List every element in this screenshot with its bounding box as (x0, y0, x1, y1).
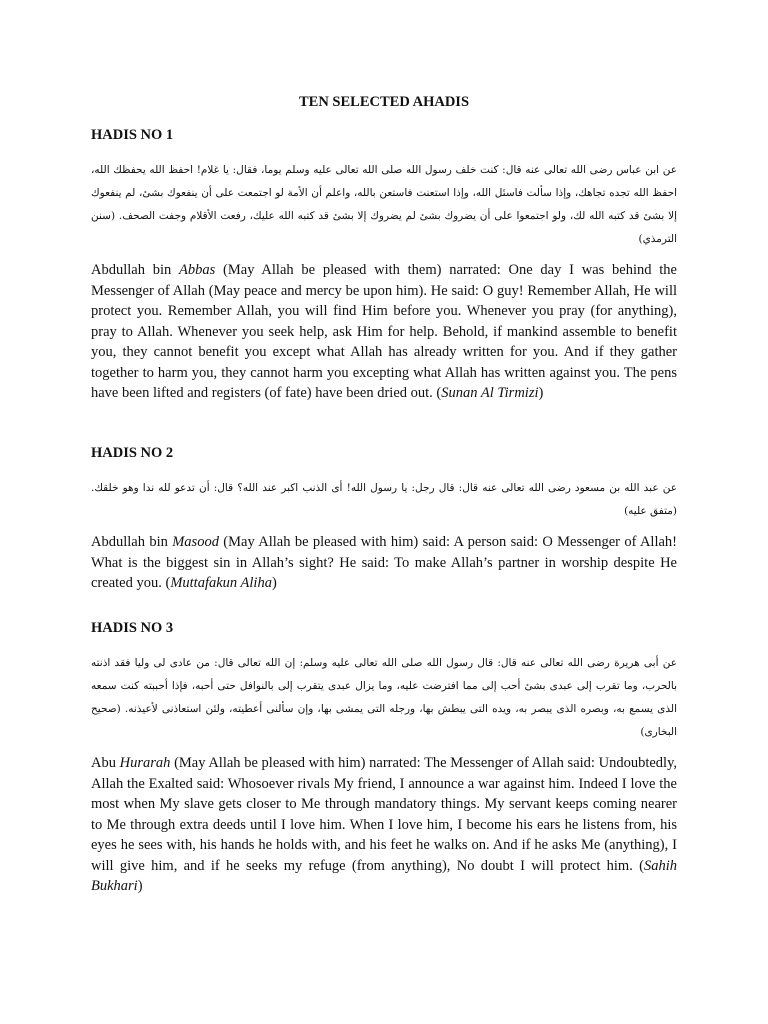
text-run: Abdullah bin (91, 262, 180, 278)
hadis-heading: HADIS NO 3 (91, 620, 174, 636)
hadis-english-text (91, 532, 677, 594)
text-run: Abdullah bin (91, 534, 173, 550)
hadis-arabic-text: عن أبى هريرة رضى الله تعالى عنه قال: قال رسول الله صلى الله تعالى عليه وسلم: إن الله تعالى قال: من عادى لى وليا فقد اذنته بالحرب، وما تقرب إلى عبدى بشئ أحب إلى مما افترضت عليه، وما يزال عبدى يتقرب إلى بالنوافل حتى أحبه، فإذا أحببته كنت سمعه الذى يسمع به، وبصره الذى يبصر به، ويده التى يبطش بها، ورجله التى يمشى بها، وإن سألنى أعطيته، ولئن استعاذنى لأعيذنه. (صحيح البخارى) (91, 657, 677, 738)
text-run: ) (137, 878, 143, 894)
hadis-english-text (91, 753, 677, 897)
hadis-english-text (91, 260, 677, 404)
hadis-section-1 (91, 126, 677, 404)
italic-text-run: Abbas (179, 262, 216, 278)
text-run: (May Allah be pleased with him) narrated: The Messenger of Allah said: Undoubtedly, Allah the Exalted said: Whosoever rivals My friend, I announce a war against him. Indeed I love the most when My slave gets closer to Me through mandatory things. My servant keeps coming nearer to Me through extra deeds until I love him. When I love him, I become his ears he listens from, his eyes he sees with, his hands he holds with, and his feet he walks on. And if he asks Me (anything), I will give him, and if he seeks my refuge (from anything), No doubt I will protect him. ( (91, 755, 677, 874)
text-run: Abu (91, 755, 120, 771)
italic-text-run: Muttafakun Aliha (170, 575, 272, 591)
text-run: ) (538, 385, 544, 401)
text-run: ) (271, 575, 277, 591)
hadis-heading: HADIS NO 2 (91, 445, 174, 461)
italic-text-run: Masood (172, 534, 219, 550)
hadis-arabic-text: عن ابن عباس رضى الله تعالى عنه قال: كنت خلف رسول الله صلى الله تعالى عليه وسلم يوما، فقال: يا غلام! احفظ الله يحفظك الله، احفظ الله تجده تجاهك، وإذا سألت فاسئل الله، وإذا استعنت فاستعن بالله، واعلم أن الأمة لو اجتمعت على أن ينفعوك بشئ، لم ينفعوك إلا بشئ قد كتبه الله لك، ولو اجتمعوا على أن يضروك بشئ لم يضروك إلا بشئ قد كتبه الله عليك، رفعت الأقلام وجفت الصحف. (سنن الترمذي) (91, 164, 677, 245)
italic-text-run: Sahih Bukhari (91, 857, 677, 894)
hadis-section-3 (91, 619, 677, 897)
text-run: (May Allah be pleased with him) said: A person said: O Messenger of Allah! What is the biggest sin in Allah’s sight? He said: To make Allah’s partner in worship despite He created you. ( (91, 534, 678, 591)
hadis-section-2 (91, 444, 677, 594)
text-run: (May Allah be pleased with them) narrated: One day I was behind the Messenger of Allah (May peace and mercy be upon him). He said: O guy! Remember Allah, He will protect you. Remember Allah, you will find Him before you. Whenever you pray (for anything), pray to Allah. Whenever you seek help, ask Him for help. Behold, if mankind assemble to benefit you, they cannot benefit you except what Allah has already written for you. And if they gather together to harm you, they cannot harm you excepting what Allah has written against you. The pens have been lifted and registers (of fate) have been dried out. ( (91, 262, 677, 401)
italic-text-run: Sunan Al Tirmizi (441, 385, 539, 401)
hadis-heading: HADIS NO 1 (91, 127, 174, 143)
hadis-arabic-text: عن عبد الله بن مسعود رضى الله تعالى عنه قال: قال رجل: يا رسول الله! أى الذنب اكبر عند الله؟ قال: أن تدعو لله ندا وهو خلقك. (متفق عليه) (91, 482, 677, 517)
italic-text-run: Hurarah (119, 755, 171, 771)
document-title: TEN SELECTED AHADIS (298, 94, 470, 110)
